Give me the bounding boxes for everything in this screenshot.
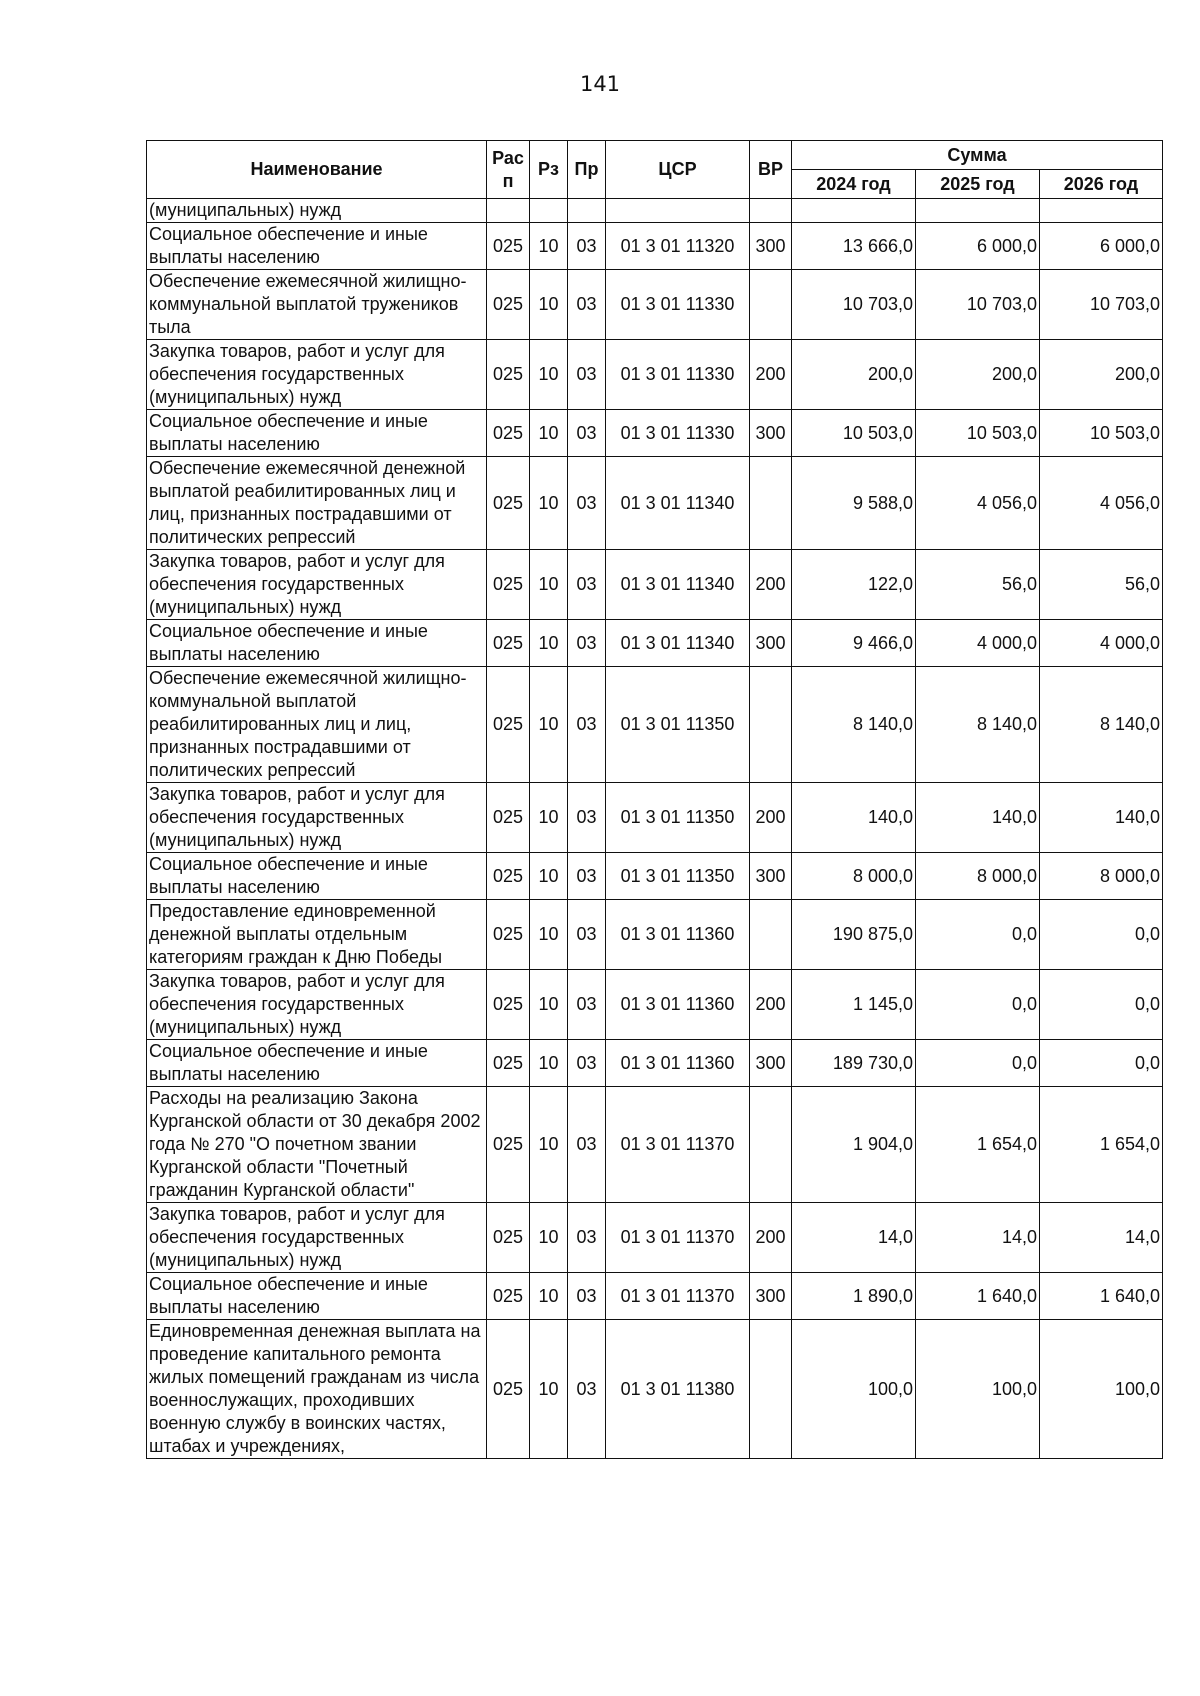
cell-sum-2024: 8 000,0 — [792, 853, 916, 900]
table-row — [147, 1320, 1163, 1459]
cell-sum-2025: 200,0 — [916, 340, 1040, 410]
cell-sum-2025: 4 056,0 — [916, 457, 1040, 550]
cell-sum-2024: 10 503,0 — [792, 410, 916, 457]
cell-csr: 01 3 01 11360 — [606, 900, 750, 970]
cell-vr — [750, 900, 792, 970]
cell-csr — [606, 199, 750, 223]
cell-csr: 01 3 01 11350 — [606, 783, 750, 853]
cell-sum-2025: 6 000,0 — [916, 223, 1040, 270]
cell-sum-2026: 10 703,0 — [1040, 270, 1163, 340]
cell-sum-2024: 9 588,0 — [792, 457, 916, 550]
cell-name: Социальное обеспечение и иные выплаты населению — [147, 410, 487, 457]
cell-name: Закупка товаров, работ и услуг для обеспечения государственных (муниципальных) нужд — [147, 783, 487, 853]
cell-pr: 03 — [568, 550, 606, 620]
table-row — [147, 1040, 1163, 1087]
cell-sum-2024: 1 145,0 — [792, 970, 916, 1040]
cell-rz: 10 — [530, 900, 568, 970]
cell-pr: 03 — [568, 783, 606, 853]
cell-rasp: 025 — [487, 223, 530, 270]
table-row — [147, 340, 1163, 410]
cell-sum-2025: 8 000,0 — [916, 853, 1040, 900]
table-body — [147, 199, 1163, 1459]
cell-sum-2025: 140,0 — [916, 783, 1040, 853]
cell-sum-2026: 10 503,0 — [1040, 410, 1163, 457]
cell-name: Закупка товаров, работ и услуг для обеспечения государственных (муниципальных) нужд — [147, 550, 487, 620]
cell-rz: 10 — [530, 667, 568, 783]
cell-name: Обеспечение ежемесячной жилищно-коммунальной выплатой реабилитированных лиц и лиц, признанных пострадавшими от политических репрессий — [147, 667, 487, 783]
cell-rasp: 025 — [487, 900, 530, 970]
cell-pr — [568, 199, 606, 223]
cell-rasp: 025 — [487, 970, 530, 1040]
cell-sum-2024 — [792, 199, 916, 223]
cell-name: Социальное обеспечение и иные выплаты населению — [147, 620, 487, 667]
cell-vr: 200 — [750, 340, 792, 410]
cell-rz: 10 — [530, 1320, 568, 1459]
cell-rz: 10 — [530, 1040, 568, 1087]
cell-name: Закупка товаров, работ и услуг для обеспечения государственных (муниципальных) нужд — [147, 970, 487, 1040]
table-row — [147, 853, 1163, 900]
cell-rz: 10 — [530, 223, 568, 270]
cell-csr: 01 3 01 11360 — [606, 970, 750, 1040]
cell-rz: 10 — [530, 620, 568, 667]
cell-name: Социальное обеспечение и иные выплаты населению — [147, 1273, 487, 1320]
cell-pr: 03 — [568, 1040, 606, 1087]
header-name: Наименование — [147, 141, 487, 199]
table-row — [147, 970, 1163, 1040]
table-row — [147, 1273, 1163, 1320]
header-year-2024: 2024 год — [792, 170, 916, 199]
cell-sum-2025: 4 000,0 — [916, 620, 1040, 667]
cell-rz: 10 — [530, 1203, 568, 1273]
cell-sum-2024: 100,0 — [792, 1320, 916, 1459]
header-csr: ЦСР — [606, 141, 750, 199]
cell-rz: 10 — [530, 853, 568, 900]
cell-vr: 200 — [750, 970, 792, 1040]
cell-name: Обеспечение ежемесячной денежной выплатой реабилитированных лиц и лиц, признанных пострадавшими от политических репрессий — [147, 457, 487, 550]
cell-rz: 10 — [530, 340, 568, 410]
cell-sum-2024: 190 875,0 — [792, 900, 916, 970]
table-row — [147, 783, 1163, 853]
cell-pr: 03 — [568, 457, 606, 550]
cell-pr: 03 — [568, 340, 606, 410]
cell-sum-2024: 13 666,0 — [792, 223, 916, 270]
table-row — [147, 223, 1163, 270]
cell-name: Социальное обеспечение и иные выплаты населению — [147, 1040, 487, 1087]
cell-rz: 10 — [530, 457, 568, 550]
cell-csr: 01 3 01 11330 — [606, 410, 750, 457]
table-row — [147, 620, 1163, 667]
cell-rasp: 025 — [487, 667, 530, 783]
header-vr: ВР — [750, 141, 792, 199]
cell-csr: 01 3 01 11350 — [606, 667, 750, 783]
cell-csr: 01 3 01 11380 — [606, 1320, 750, 1459]
cell-pr: 03 — [568, 1273, 606, 1320]
cell-rasp: 025 — [487, 1320, 530, 1459]
cell-name: (муниципальных) нужд — [147, 199, 487, 223]
cell-sum-2026: 0,0 — [1040, 970, 1163, 1040]
cell-vr: 300 — [750, 410, 792, 457]
cell-sum-2026: 8 140,0 — [1040, 667, 1163, 783]
cell-sum-2026: 4 056,0 — [1040, 457, 1163, 550]
cell-rasp: 025 — [487, 853, 530, 900]
cell-rasp: 025 — [487, 1087, 530, 1203]
cell-rz: 10 — [530, 783, 568, 853]
header-year-2026: 2026 год — [1040, 170, 1163, 199]
cell-vr: 200 — [750, 1203, 792, 1273]
cell-pr: 03 — [568, 1320, 606, 1459]
cell-sum-2024: 200,0 — [792, 340, 916, 410]
cell-pr: 03 — [568, 970, 606, 1040]
cell-rz — [530, 199, 568, 223]
cell-name: Расходы на реализацию Закона Курганской области от 30 декабря 2002 года № 270 "О почетном звании Курганской области "Почетный гражданин Курганской области" — [147, 1087, 487, 1203]
cell-vr: 300 — [750, 1040, 792, 1087]
table-row — [147, 1087, 1163, 1203]
cell-sum-2026: 200,0 — [1040, 340, 1163, 410]
cell-sum-2026: 140,0 — [1040, 783, 1163, 853]
header-year-2025: 2025 год — [916, 170, 1040, 199]
cell-rz: 10 — [530, 550, 568, 620]
cell-sum-2026: 14,0 — [1040, 1203, 1163, 1273]
header-summa: Сумма — [792, 141, 1163, 170]
cell-rasp: 025 — [487, 550, 530, 620]
budget-table — [146, 140, 1163, 1459]
table-row — [147, 1203, 1163, 1273]
cell-name: Социальное обеспечение и иные выплаты населению — [147, 223, 487, 270]
table-row — [147, 270, 1163, 340]
cell-sum-2026: 4 000,0 — [1040, 620, 1163, 667]
cell-vr — [750, 1320, 792, 1459]
cell-sum-2024: 1 890,0 — [792, 1273, 916, 1320]
cell-vr: 300 — [750, 1273, 792, 1320]
cell-sum-2025: 0,0 — [916, 1040, 1040, 1087]
cell-csr: 01 3 01 11320 — [606, 223, 750, 270]
table-row — [147, 410, 1163, 457]
cell-pr: 03 — [568, 853, 606, 900]
cell-csr: 01 3 01 11330 — [606, 340, 750, 410]
cell-rasp: 025 — [487, 620, 530, 667]
cell-name: Обеспечение ежемесячной жилищно-коммунальной выплатой тружеников тыла — [147, 270, 487, 340]
header-pr: Пр — [568, 141, 606, 199]
cell-rz: 10 — [530, 270, 568, 340]
cell-sum-2025: 10 503,0 — [916, 410, 1040, 457]
cell-rz: 10 — [530, 1273, 568, 1320]
cell-sum-2024: 122,0 — [792, 550, 916, 620]
header-rz: Рз — [530, 141, 568, 199]
cell-rasp — [487, 199, 530, 223]
cell-vr: 300 — [750, 853, 792, 900]
cell-csr: 01 3 01 11370 — [606, 1273, 750, 1320]
cell-pr: 03 — [568, 620, 606, 667]
cell-sum-2024: 1 904,0 — [792, 1087, 916, 1203]
cell-name: Закупка товаров, работ и услуг для обеспечения государственных (муниципальных) нужд — [147, 340, 487, 410]
cell-sum-2024: 8 140,0 — [792, 667, 916, 783]
cell-sum-2025: 56,0 — [916, 550, 1040, 620]
cell-csr: 01 3 01 11370 — [606, 1203, 750, 1273]
cell-vr: 300 — [750, 620, 792, 667]
cell-sum-2026 — [1040, 199, 1163, 223]
cell-sum-2025: 14,0 — [916, 1203, 1040, 1273]
cell-pr: 03 — [568, 223, 606, 270]
cell-name: Предоставление единовременной денежной выплаты отдельным категориям граждан к Дню Победы — [147, 900, 487, 970]
cell-sum-2024: 189 730,0 — [792, 1040, 916, 1087]
cell-csr: 01 3 01 11330 — [606, 270, 750, 340]
cell-pr: 03 — [568, 1087, 606, 1203]
cell-pr: 03 — [568, 410, 606, 457]
cell-pr: 03 — [568, 1203, 606, 1273]
cell-sum-2026: 100,0 — [1040, 1320, 1163, 1459]
cell-sum-2025: 0,0 — [916, 900, 1040, 970]
cell-rasp: 025 — [487, 457, 530, 550]
cell-name: Единовременная денежная выплата на проведение капитального ремонта жилых помещений гражданам из числа военнослужащих, проходивших военную службу в воинских частях, штабах и учреждениях, — [147, 1320, 487, 1459]
cell-sum-2026: 6 000,0 — [1040, 223, 1163, 270]
cell-sum-2025: 0,0 — [916, 970, 1040, 1040]
table-row — [147, 199, 1163, 223]
cell-sum-2025: 10 703,0 — [916, 270, 1040, 340]
cell-sum-2024: 14,0 — [792, 1203, 916, 1273]
cell-vr: 200 — [750, 783, 792, 853]
cell-sum-2026: 0,0 — [1040, 900, 1163, 970]
cell-rasp: 025 — [487, 1273, 530, 1320]
cell-sum-2025: 100,0 — [916, 1320, 1040, 1459]
cell-vr: 300 — [750, 223, 792, 270]
page-number: 141 — [579, 72, 621, 96]
cell-sum-2026: 1 654,0 — [1040, 1087, 1163, 1203]
cell-vr — [750, 457, 792, 550]
cell-sum-2025: 1 654,0 — [916, 1087, 1040, 1203]
cell-sum-2024: 140,0 — [792, 783, 916, 853]
table-row — [147, 667, 1163, 783]
cell-sum-2026: 8 000,0 — [1040, 853, 1163, 900]
cell-name: Социальное обеспечение и иные выплаты населению — [147, 853, 487, 900]
cell-csr: 01 3 01 11360 — [606, 1040, 750, 1087]
cell-sum-2026: 1 640,0 — [1040, 1273, 1163, 1320]
cell-csr: 01 3 01 11340 — [606, 550, 750, 620]
cell-rasp: 025 — [487, 340, 530, 410]
cell-rasp: 025 — [487, 410, 530, 457]
table-row — [147, 900, 1163, 970]
cell-sum-2026: 56,0 — [1040, 550, 1163, 620]
cell-rz: 10 — [530, 410, 568, 457]
cell-rasp: 025 — [487, 270, 530, 340]
cell-sum-2025: 1 640,0 — [916, 1273, 1040, 1320]
cell-name: Закупка товаров, работ и услуг для обеспечения государственных (муниципальных) нужд — [147, 1203, 487, 1273]
header-rasp: Рас п — [487, 141, 530, 199]
cell-csr: 01 3 01 11340 — [606, 620, 750, 667]
cell-vr: 200 — [750, 550, 792, 620]
cell-pr: 03 — [568, 667, 606, 783]
cell-rasp: 025 — [487, 1203, 530, 1273]
cell-csr: 01 3 01 11350 — [606, 853, 750, 900]
cell-pr: 03 — [568, 270, 606, 340]
cell-sum-2026: 0,0 — [1040, 1040, 1163, 1087]
cell-csr: 01 3 01 11370 — [606, 1087, 750, 1203]
cell-vr — [750, 667, 792, 783]
cell-rz: 10 — [530, 970, 568, 1040]
cell-vr — [750, 199, 792, 223]
cell-sum-2024: 9 466,0 — [792, 620, 916, 667]
cell-vr — [750, 1087, 792, 1203]
table-row — [147, 457, 1163, 550]
cell-rasp: 025 — [487, 783, 530, 853]
cell-sum-2025 — [916, 199, 1040, 223]
cell-sum-2024: 10 703,0 — [792, 270, 916, 340]
cell-pr: 03 — [568, 900, 606, 970]
table-row — [147, 550, 1163, 620]
cell-sum-2025: 8 140,0 — [916, 667, 1040, 783]
cell-csr: 01 3 01 11340 — [606, 457, 750, 550]
cell-rasp: 025 — [487, 1040, 530, 1087]
cell-vr — [750, 270, 792, 340]
cell-rz: 10 — [530, 1087, 568, 1203]
